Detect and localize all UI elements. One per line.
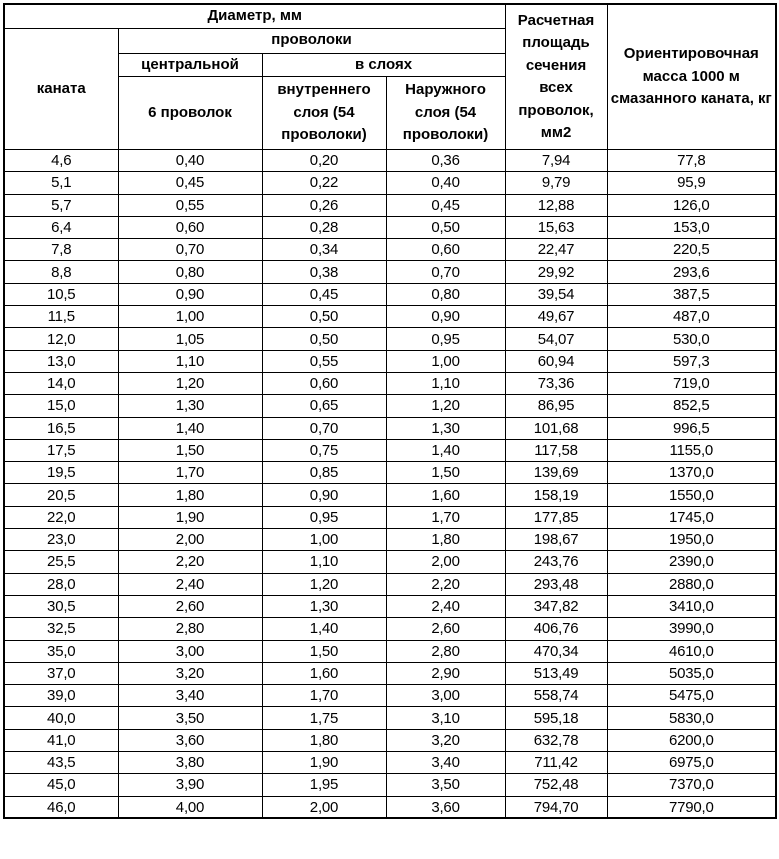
table-cell: 1370,0 (607, 462, 776, 484)
table-cell: 1,50 (118, 439, 262, 461)
table-row (4, 172, 776, 194)
table-cell: 5035,0 (607, 662, 776, 684)
table-row (4, 350, 776, 372)
table-row (4, 395, 776, 417)
table-cell: 0,28 (262, 216, 386, 238)
table-cell: 7370,0 (607, 774, 776, 796)
table-cell: 198,67 (505, 529, 607, 551)
table-cell: 220,5 (607, 239, 776, 261)
table-row (4, 707, 776, 729)
table-cell: 1,30 (262, 595, 386, 617)
header-outer-layer: Наружного слоя (54 проволоки) (386, 77, 505, 150)
table-cell: 117,58 (505, 439, 607, 461)
table-cell: 0,80 (118, 261, 262, 283)
header-rope-column: каната (4, 28, 118, 150)
table-cell: 0,70 (262, 417, 386, 439)
table-cell: 0,55 (262, 350, 386, 372)
table-cell: 1,50 (386, 462, 505, 484)
table-cell: 41,0 (4, 729, 118, 751)
table-cell: 2,90 (386, 662, 505, 684)
table-cell: 6,4 (4, 216, 118, 238)
header-section-area: Расчетная площадь сечения всех проволок, мм2 (505, 4, 607, 150)
table-cell: 3,20 (386, 729, 505, 751)
table-cell: 20,5 (4, 484, 118, 506)
table-row (4, 239, 776, 261)
table-cell: 19,5 (4, 462, 118, 484)
table-cell: 1,90 (118, 506, 262, 528)
table-cell: 2,40 (386, 595, 505, 617)
table-cell: 30,5 (4, 595, 118, 617)
table-cell: 2,80 (386, 640, 505, 662)
table-cell: 1,60 (262, 662, 386, 684)
table-cell: 1,10 (118, 350, 262, 372)
table-cell: 0,85 (262, 462, 386, 484)
table-cell: 0,55 (118, 194, 262, 216)
table-row (4, 618, 776, 640)
table-cell: 5830,0 (607, 707, 776, 729)
table-cell: 243,76 (505, 551, 607, 573)
table-cell: 0,40 (386, 172, 505, 194)
table-cell: 5,7 (4, 194, 118, 216)
table-cell: 595,18 (505, 707, 607, 729)
table-cell: 3,00 (386, 685, 505, 707)
table-cell: 0,70 (386, 261, 505, 283)
header-in-layers: в слоях (262, 53, 505, 77)
table-cell: 2390,0 (607, 551, 776, 573)
table-row (4, 194, 776, 216)
table-cell: 9,79 (505, 172, 607, 194)
table-cell: 0,22 (262, 172, 386, 194)
table-cell: 28,0 (4, 573, 118, 595)
table-cell: 0,70 (118, 239, 262, 261)
table-cell: 8,8 (4, 261, 118, 283)
table-row (4, 752, 776, 774)
table-cell: 49,67 (505, 306, 607, 328)
table-cell: 14,0 (4, 372, 118, 394)
header-wires-group: проволоки (118, 28, 505, 53)
table-row (4, 150, 776, 172)
table-cell: 22,47 (505, 239, 607, 261)
table-cell: 2,20 (386, 573, 505, 595)
table-cell: 0,45 (118, 172, 262, 194)
table-cell: 719,0 (607, 372, 776, 394)
table-cell: 0,60 (262, 372, 386, 394)
table-cell: 35,0 (4, 640, 118, 662)
table-cell: 10,5 (4, 283, 118, 305)
table-cell: 15,63 (505, 216, 607, 238)
table-row (4, 796, 776, 818)
table-cell: 0,20 (262, 150, 386, 172)
table-row (4, 529, 776, 551)
table-cell: 1,40 (386, 439, 505, 461)
table-cell: 996,5 (607, 417, 776, 439)
table-cell: 1,90 (262, 752, 386, 774)
table-cell: 3,50 (386, 774, 505, 796)
table-cell: 6975,0 (607, 752, 776, 774)
header-inner-layer: внутреннего слоя (54 проволоки) (262, 77, 386, 150)
table-cell: 558,74 (505, 685, 607, 707)
table-cell: 597,3 (607, 350, 776, 372)
table-cell: 3990,0 (607, 618, 776, 640)
table-cell: 0,40 (118, 150, 262, 172)
table-cell: 1,00 (386, 350, 505, 372)
table-row (4, 551, 776, 573)
table-cell: 0,45 (262, 283, 386, 305)
table-header (4, 4, 776, 150)
table-cell: 293,48 (505, 573, 607, 595)
table-cell: 73,36 (505, 372, 607, 394)
table-cell: 101,68 (505, 417, 607, 439)
table-cell: 3,40 (118, 685, 262, 707)
table-cell: 1,20 (118, 372, 262, 394)
table-row (4, 261, 776, 283)
table-cell: 11,5 (4, 306, 118, 328)
table-cell: 0,90 (386, 306, 505, 328)
table-cell: 3,40 (386, 752, 505, 774)
header-row-1 (4, 4, 776, 28)
table-cell: 0,80 (386, 283, 505, 305)
table-cell: 7,94 (505, 150, 607, 172)
table-cell: 3,80 (118, 752, 262, 774)
table-cell: 1,50 (262, 640, 386, 662)
table-cell: 1,80 (386, 529, 505, 551)
table-cell: 95,9 (607, 172, 776, 194)
table-cell: 15,0 (4, 395, 118, 417)
table-row (4, 662, 776, 684)
table-cell: 54,07 (505, 328, 607, 350)
table-row (4, 729, 776, 751)
table-cell: 2,00 (118, 529, 262, 551)
table-cell: 4,00 (118, 796, 262, 818)
header-six-wires: 6 проволок (118, 77, 262, 150)
table-cell: 1,00 (118, 306, 262, 328)
table-cell: 40,0 (4, 707, 118, 729)
table-cell: 1745,0 (607, 506, 776, 528)
table-cell: 46,0 (4, 796, 118, 818)
table-cell: 0,65 (262, 395, 386, 417)
table-row (4, 283, 776, 305)
table-cell: 0,45 (386, 194, 505, 216)
header-central-wire: центральной (118, 53, 262, 77)
table-cell: 1,80 (262, 729, 386, 751)
table-cell: 25,5 (4, 551, 118, 573)
table-cell: 1950,0 (607, 529, 776, 551)
table-cell: 5,1 (4, 172, 118, 194)
table-cell: 0,34 (262, 239, 386, 261)
table-cell: 1,20 (386, 395, 505, 417)
table-cell: 37,0 (4, 662, 118, 684)
table-row (4, 506, 776, 528)
table-cell: 86,95 (505, 395, 607, 417)
table-cell: 752,48 (505, 774, 607, 796)
table-cell: 32,5 (4, 618, 118, 640)
table-row (4, 328, 776, 350)
table-cell: 1,10 (262, 551, 386, 573)
table-cell: 4610,0 (607, 640, 776, 662)
table-cell: 13,0 (4, 350, 118, 372)
table-row (4, 573, 776, 595)
table-cell: 0,26 (262, 194, 386, 216)
table-cell: 60,94 (505, 350, 607, 372)
table-cell: 4,6 (4, 150, 118, 172)
table-cell: 1,40 (262, 618, 386, 640)
table-cell: 1,70 (118, 462, 262, 484)
table-cell: 3,50 (118, 707, 262, 729)
table-cell: 0,90 (262, 484, 386, 506)
table-row (4, 417, 776, 439)
table-cell: 77,8 (607, 150, 776, 172)
table-cell: 0,50 (386, 216, 505, 238)
table-cell: 0,60 (118, 216, 262, 238)
wire-rope-spec-table (3, 3, 777, 819)
table-cell: 16,5 (4, 417, 118, 439)
table-cell: 1,30 (118, 395, 262, 417)
table-cell: 2,20 (118, 551, 262, 573)
table-cell: 153,0 (607, 216, 776, 238)
table-cell: 406,76 (505, 618, 607, 640)
table-cell: 711,42 (505, 752, 607, 774)
table-cell: 29,92 (505, 261, 607, 283)
table-cell: 2,40 (118, 573, 262, 595)
table-cell: 3,20 (118, 662, 262, 684)
table-cell: 1,70 (262, 685, 386, 707)
table-row (4, 595, 776, 617)
table-cell: 347,82 (505, 595, 607, 617)
table-cell: 1,10 (386, 372, 505, 394)
table-cell: 3,10 (386, 707, 505, 729)
table-cell: 0,95 (262, 506, 386, 528)
table-cell: 0,36 (386, 150, 505, 172)
table-cell: 7,8 (4, 239, 118, 261)
table-cell: 0,90 (118, 283, 262, 305)
table-cell: 3,00 (118, 640, 262, 662)
table-cell: 487,0 (607, 306, 776, 328)
table-body (4, 150, 776, 819)
table-cell: 2880,0 (607, 573, 776, 595)
table-row (4, 484, 776, 506)
table-row (4, 685, 776, 707)
table-cell: 1,75 (262, 707, 386, 729)
table-cell: 1,20 (262, 573, 386, 595)
header-diameter-group: Диаметр, мм (4, 4, 505, 28)
table-cell: 3,60 (118, 729, 262, 751)
table-cell: 293,6 (607, 261, 776, 283)
table-cell: 387,5 (607, 283, 776, 305)
table-cell: 1,40 (118, 417, 262, 439)
table-cell: 1,95 (262, 774, 386, 796)
table-cell: 39,54 (505, 283, 607, 305)
table-cell: 1,30 (386, 417, 505, 439)
table-cell: 3410,0 (607, 595, 776, 617)
table-cell: 2,00 (262, 796, 386, 818)
table-row (4, 774, 776, 796)
table-cell: 43,5 (4, 752, 118, 774)
table-cell: 39,0 (4, 685, 118, 707)
table-cell: 632,78 (505, 729, 607, 751)
table-cell: 470,34 (505, 640, 607, 662)
table-cell: 2,60 (386, 618, 505, 640)
table-cell: 139,69 (505, 462, 607, 484)
table-cell: 177,85 (505, 506, 607, 528)
table-row (4, 372, 776, 394)
table-cell: 0,50 (262, 306, 386, 328)
table-cell: 513,49 (505, 662, 607, 684)
table-cell: 1155,0 (607, 439, 776, 461)
table-cell: 1,70 (386, 506, 505, 528)
table-cell: 1550,0 (607, 484, 776, 506)
header-mass: Ориентировочная масса 1000 м смазанного каната, кг (607, 4, 776, 150)
table-row (4, 306, 776, 328)
table-cell: 23,0 (4, 529, 118, 551)
table-cell: 3,60 (386, 796, 505, 818)
table-cell: 0,50 (262, 328, 386, 350)
table-cell: 1,60 (386, 484, 505, 506)
table-cell: 22,0 (4, 506, 118, 528)
table-cell: 530,0 (607, 328, 776, 350)
table-cell: 0,95 (386, 328, 505, 350)
table-cell: 0,60 (386, 239, 505, 261)
table-row (4, 216, 776, 238)
table-cell: 0,38 (262, 261, 386, 283)
table-cell: 794,70 (505, 796, 607, 818)
table-cell: 1,80 (118, 484, 262, 506)
table-cell: 852,5 (607, 395, 776, 417)
table-cell: 158,19 (505, 484, 607, 506)
table-cell: 5475,0 (607, 685, 776, 707)
table-cell: 1,00 (262, 529, 386, 551)
table-cell: 6200,0 (607, 729, 776, 751)
table-cell: 12,88 (505, 194, 607, 216)
table-cell: 2,00 (386, 551, 505, 573)
table-cell: 7790,0 (607, 796, 776, 818)
table-cell: 3,90 (118, 774, 262, 796)
table-cell: 2,60 (118, 595, 262, 617)
table-cell: 2,80 (118, 618, 262, 640)
table-cell: 126,0 (607, 194, 776, 216)
table-cell: 45,0 (4, 774, 118, 796)
table-row (4, 640, 776, 662)
table-cell: 1,05 (118, 328, 262, 350)
table-row (4, 462, 776, 484)
table-cell: 17,5 (4, 439, 118, 461)
table-cell: 0,75 (262, 439, 386, 461)
table-cell: 12,0 (4, 328, 118, 350)
table-row (4, 439, 776, 461)
